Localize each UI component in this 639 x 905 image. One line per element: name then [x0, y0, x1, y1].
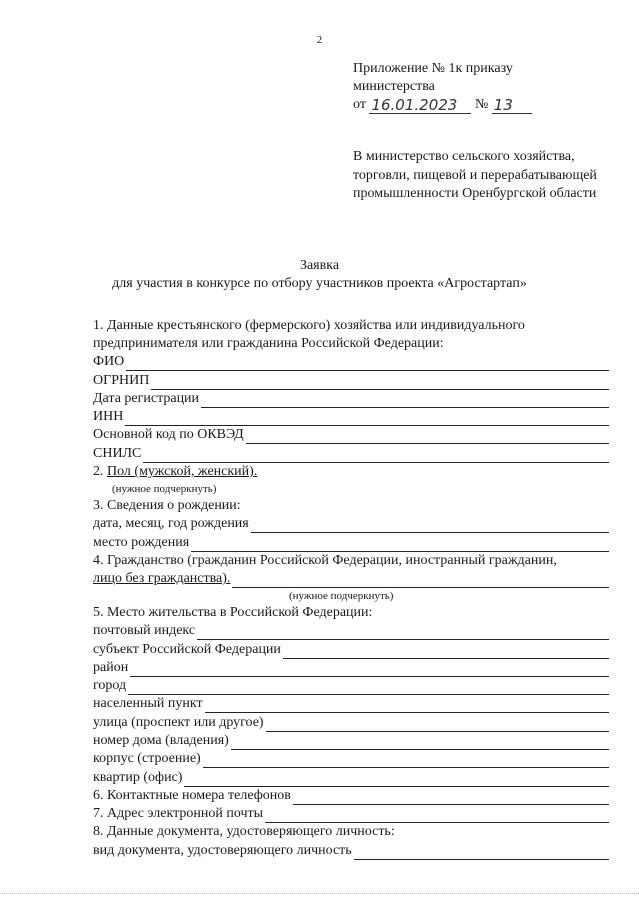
house-input-line[interactable] — [231, 736, 609, 750]
field-label-city: город — [93, 678, 127, 694]
section-3-heading: 3. Сведения о рождении: — [93, 498, 241, 514]
field-label-house: номер дома (владения) — [93, 733, 229, 749]
field-label-fio: ФИО — [93, 354, 125, 370]
field-label-birth-date: дата, месяц, год рождения — [93, 516, 249, 532]
street-input-line[interactable] — [266, 718, 609, 732]
district-input-line[interactable] — [130, 663, 609, 677]
section-2-row — [93, 463, 609, 481]
reg-date-input-line[interactable] — [201, 394, 609, 408]
section-4-hint: (нужное подчеркнуть) — [289, 589, 394, 602]
field-row-apartment — [93, 768, 609, 786]
section-4-line-1: 4. Гражданство (гражданин Российской Федерации, иностранный гражданин, — [93, 552, 557, 568]
field-label-street: улица (проспект или другое) — [93, 714, 264, 730]
field-row-subject — [93, 640, 609, 658]
birth-date-input-line[interactable] — [251, 519, 609, 533]
gender-choice[interactable]: Пол (мужской, женский). — [107, 464, 258, 480]
field-row-birth-place — [93, 533, 609, 551]
field-label-snils: СНИЛС — [93, 445, 142, 461]
field-row-reg-date — [93, 390, 609, 408]
document-subtitle: для участия в конкурсе по отбору участников проекта «Агростартап» — [112, 276, 527, 291]
appendix-line-2: министерства — [353, 79, 435, 94]
handwritten-date: 16.01.2023 — [369, 97, 471, 114]
email-input-line[interactable] — [265, 809, 609, 823]
subject-input-line[interactable] — [283, 645, 609, 659]
field-row-ogrnip — [93, 371, 609, 389]
field-label-subject: субъект Российской Федерации — [93, 641, 281, 657]
appendix-date-line — [353, 96, 532, 114]
snils-input-line[interactable] — [143, 449, 609, 463]
citizenship-choice[interactable]: лицо без гражданства). — [93, 570, 231, 586]
section-2-number: 2. — [93, 464, 104, 480]
section-4-row — [93, 570, 609, 588]
field-label-inn: ИНН — [93, 409, 124, 425]
section-1-heading: 1. Данные крестьянского (фермерского) хозяйства или индивидуального предпринимателя или гражданина Российской Федерации: — [93, 318, 525, 351]
apartment-input-line[interactable] — [184, 773, 609, 787]
appendix-line-1: Приложение № 1к приказу — [353, 61, 513, 76]
field-row-postal-index — [93, 622, 609, 640]
number-prefix: № — [474, 97, 489, 112]
section-8-heading: 8. Данные документа, удостоверяющего личность: — [93, 824, 395, 840]
field-label-locality: населенный пункт — [93, 696, 203, 712]
field-row-inn — [93, 408, 609, 426]
field-row-building — [93, 750, 609, 768]
field-label-ogrnip: ОГРНИП — [93, 372, 150, 388]
field-label-email: 7. Адрес электронной почты — [93, 806, 264, 822]
building-input-line[interactable] — [203, 754, 609, 768]
handwritten-number: 13 — [492, 97, 532, 114]
document-title-block — [0, 257, 639, 293]
application-form — [93, 317, 609, 860]
field-row-email — [93, 805, 609, 823]
field-label-okved: Основной код по ОКВЭД — [93, 427, 244, 443]
appendix-block — [353, 60, 532, 114]
field-row-fio — [93, 353, 609, 371]
doc-type-input-line[interactable] — [354, 846, 609, 860]
field-label-doc-type: вид документа, удостоверяющего личность — [93, 842, 352, 858]
birth-place-input-line[interactable] — [191, 538, 609, 552]
ogrnip-input-line[interactable] — [151, 376, 609, 390]
field-row-locality — [93, 695, 609, 713]
field-row-okved — [93, 426, 609, 444]
phones-input-line[interactable] — [293, 791, 609, 805]
field-row-phones — [93, 787, 609, 805]
document-title: Заявка — [299, 258, 340, 273]
field-label-birth-place: место рождения — [93, 534, 190, 550]
field-row-street — [93, 713, 609, 731]
field-label-postal-index: почтовый индекс — [93, 623, 196, 639]
field-label-building: корпус (строение) — [93, 751, 201, 767]
inn-input-line[interactable] — [125, 412, 609, 426]
field-row-doc-type — [93, 841, 609, 859]
locality-input-line[interactable] — [205, 699, 609, 713]
page-number: 2 — [316, 34, 323, 46]
field-row-birth-date — [93, 515, 609, 533]
addressee-block: В министерство сельского хозяйства, торговли, пищевой и перерабатывающей промышленности Оренбургской области — [353, 149, 597, 201]
field-row-city — [93, 677, 609, 695]
fio-input-line[interactable] — [126, 357, 609, 371]
field-row-district — [93, 659, 609, 677]
field-label-apartment: квартир (офис) — [93, 769, 183, 785]
okved-input-line[interactable] — [246, 430, 609, 444]
citizenship-input-line[interactable] — [232, 574, 609, 588]
field-row-snils — [93, 444, 609, 462]
scan-edge-divider — [0, 893, 639, 894]
date-prefix: от — [353, 97, 366, 112]
field-label-district: район — [93, 659, 129, 675]
field-row-house — [93, 732, 609, 750]
section-5-heading: 5. Место жительства в Российской Федерации: — [93, 604, 373, 620]
field-label-reg-date: Дата регистрации — [93, 390, 200, 406]
field-label-phones: 6. Контактные номера телефонов — [93, 787, 291, 803]
postal-index-input-line[interactable] — [197, 626, 609, 640]
city-input-line[interactable] — [128, 681, 609, 695]
section-2-hint: (нужное подчеркнуть) — [112, 483, 217, 496]
